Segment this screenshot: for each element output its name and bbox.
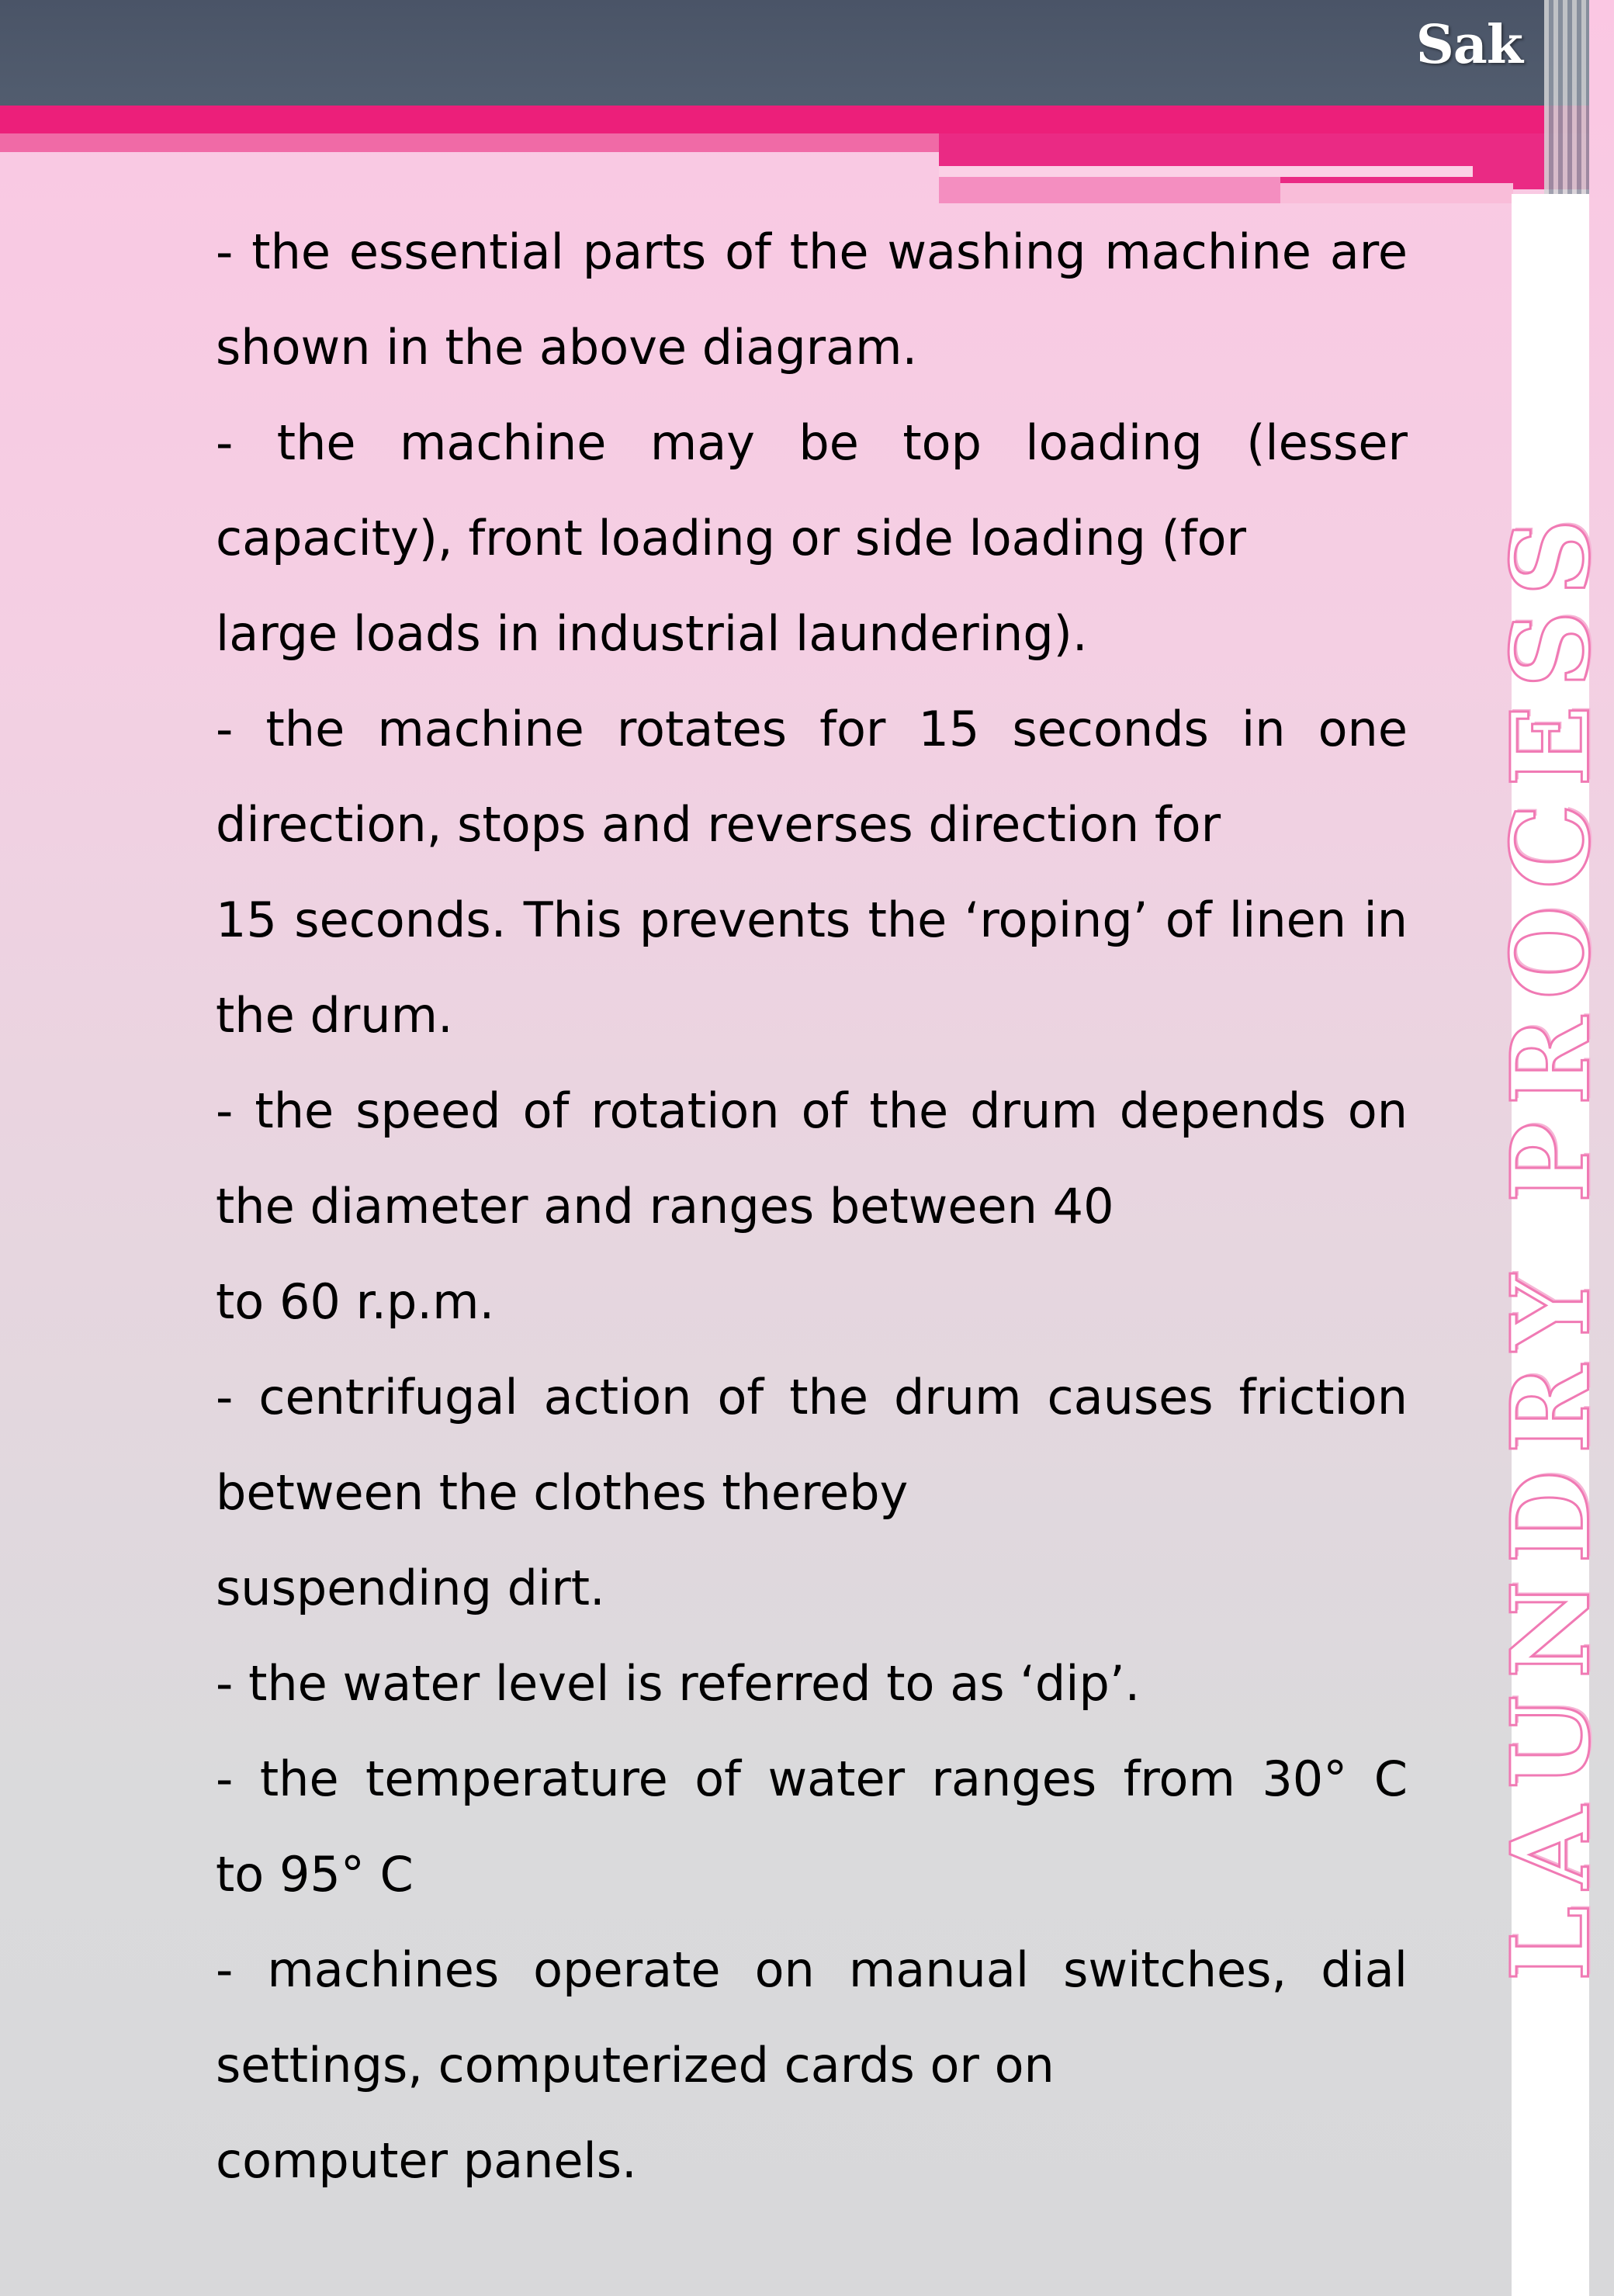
text-line: direction, stops and reverses direction for [216,796,1221,853]
header-accent-band [0,106,1589,133]
text-line: shown in the above diagram. [216,319,918,376]
text-line: settings, computerized cards or on [216,2037,1055,2093]
body-text [216,223,1408,2228]
text-line: to 60 r.p.m. [216,1273,495,1330]
text-line: - the water level is referred to as ‘dip’. [216,1655,1141,1712]
text-line: capacity), front loading or side loading (for [216,510,1247,566]
text-line: large loads in industrial laundering). [216,605,1088,662]
header-accent-thin [0,133,939,152]
text-line: - machines operate on manual switches, dial [216,1941,1408,1998]
text-line: - the temperature of water ranges from 30° C [216,1751,1408,1807]
header-accent-stripe-rose [1280,183,1513,203]
header-bar [0,0,1589,106]
text-line: suspending dirt. [216,1560,605,1616]
text-line: the drum. [216,987,453,1044]
brand-label: Sak [1415,14,1522,76]
text-line: - the machine rotates for 15 seconds in one [216,701,1408,757]
text-line: - the machine may be top loading (lesser [216,414,1408,471]
text-line: to 95° C [216,1846,414,1903]
text-line: between the clothes thereby [216,1464,909,1521]
text-line: 15 seconds. This prevents the ‘roping’ of linen in [216,892,1408,948]
text-line: - the speed of rotation of the drum depends on [216,1082,1408,1139]
header-accent-stripe-pink [939,177,1280,203]
text-line: the diameter and ranges between 40 [216,1178,1114,1235]
header-accent-stripe-light [939,166,1473,177]
header-vertical-stripes [1544,0,1589,194]
text-line: - the essential parts of the washing machine are [216,223,1408,280]
text-line: - centrifugal action of the drum causes friction [216,1369,1408,1425]
vertical-title: LAUNDRY PROCESS [1487,501,1614,1982]
text-line: computer panels. [216,2132,637,2189]
